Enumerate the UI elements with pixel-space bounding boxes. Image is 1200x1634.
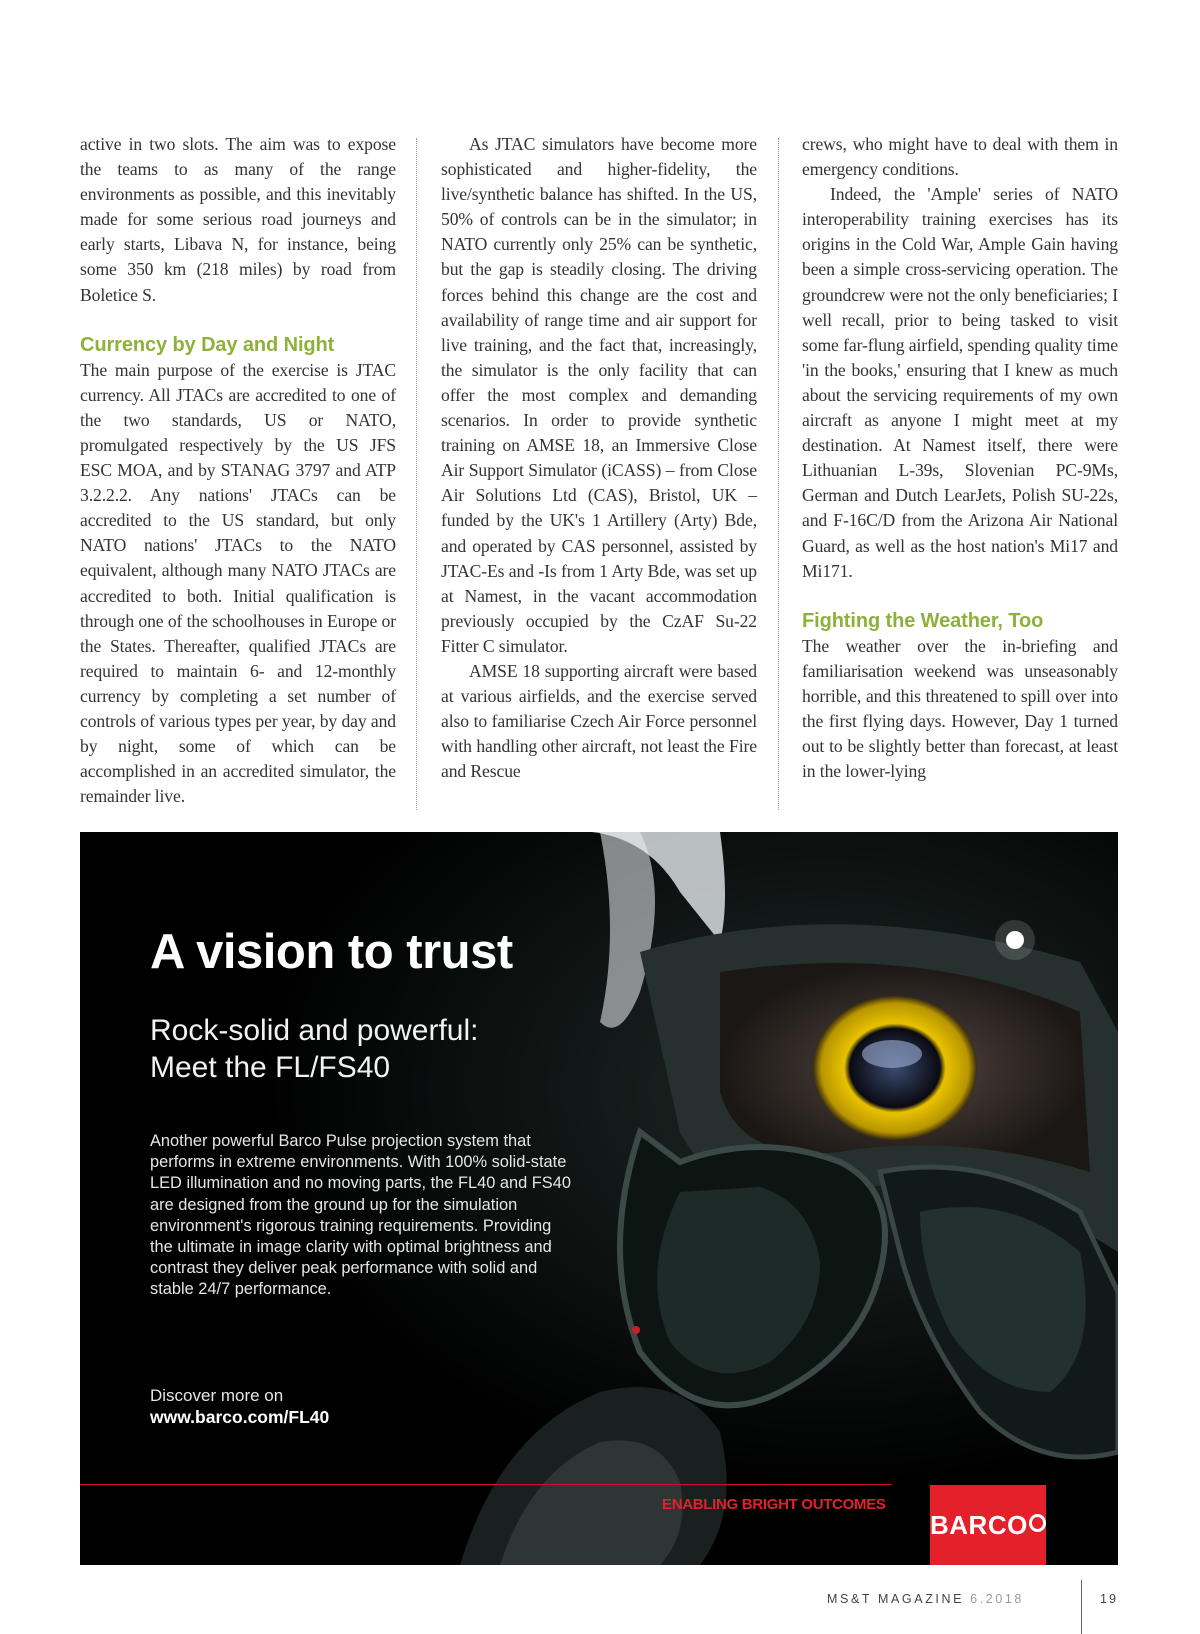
article-column-1 bbox=[80, 132, 396, 809]
paragraph: The main purpose of the exercise is JTAC currency. All JTACs are accredited to one of the two standards, US or NATO, promulgated respectively by the US JFS ESC MOA, and by STANAG 3797 and ATP 3.2.2.2. Any nations' JTACs can be accredited to the US standard, but only NATO nations' JTACs to the NATO equivalent, although many NATO JTACs are accredited to both. Initial qualification is through one of the schoolhouses in Europe or the States. Thereafter, qualified JTACs are required to maintain 6- and 12-monthly currency by completing a set number of controls of various types per year, by day and by night, some of which can be accomplished in an accredited simulator, the remainder live. bbox=[80, 359, 396, 807]
ad-divider-line bbox=[80, 1484, 892, 1485]
barco-logo bbox=[930, 1485, 1046, 1565]
footer-divider bbox=[1081, 1580, 1082, 1634]
ad-body-text: Another powerful Barco Pulse projection system that performs in extreme environments. With 100% solid-state LED illumination and no moving parts, the FL40 and FS40 are designed from the ground up for the simulation environment's rigorous training requirements. Providing the ultimate in image clarity with optimal brightness and contrast they deliver peak performance with solid and stable 24/7 performance. bbox=[150, 1132, 571, 1299]
issue-number: 6.2018 bbox=[970, 1592, 1024, 1606]
column-divider bbox=[778, 138, 779, 810]
magazine-name: MS&T MAGAZINE bbox=[827, 1592, 965, 1606]
paragraph: The weather over the in-briefing and familiarisation weekend was unseasonably horrible, and this threatened to spill over into the first flying days. However, Day 1 turned out to be slightly better than forecast, at least in the lower-lying bbox=[802, 635, 1118, 782]
ad-discover-text: Discover more on bbox=[150, 1386, 284, 1405]
paragraph: crews, who might have to deal with them in emergency conditions. bbox=[802, 134, 1118, 180]
paragraph: active in two slots. The aim was to expose the teams to as many of the range environments as possible, and this inevitably made for some serious road journeys and early starts, Libava N, for instance, being some 350 km (218 miles) by road from Boletice S. bbox=[80, 134, 396, 305]
ad-subheadline bbox=[150, 1012, 570, 1086]
ad-headline: A vision to trust bbox=[150, 925, 513, 979]
page-number: 19 bbox=[1100, 1592, 1118, 1606]
barco-logo-text: BARCO bbox=[930, 1509, 1028, 1540]
article-column-2 bbox=[441, 132, 757, 784]
ad-subheadline-line: Meet the FL/FS40 bbox=[150, 1051, 391, 1084]
page-footer bbox=[827, 1592, 1024, 1606]
ad-subheadline-line: Rock-solid and powerful: bbox=[150, 1014, 479, 1047]
paragraph: Indeed, the 'Ample' series of NATO interoperability training exercises has its origins in the Cold War, Ample Gain having been a simple cross-servicing operation. The groundcrew were not the only beneficiaries; I well recall, prior to being tasked to visit some far-flung airfield, spending quality time 'in the books,' ensuring that I knew as much about the servicing requirements of my own aircraft as anyone I might meet at my destination. At Namest itself, there were Lithuanian L-39s, Slovenian PC-9Ms, German and Dutch LearJets, Polish SU-22s, and F-16C/D from the Arizona Air National Guard, as well as the host nation's Mi17 and Mi171. bbox=[802, 184, 1118, 581]
ad-url-link[interactable]: www.barco.com/FL40 bbox=[150, 1407, 330, 1427]
barco-advertisement bbox=[80, 832, 1118, 1565]
subheading: Currency by Day and Night bbox=[80, 333, 335, 356]
article-column-3 bbox=[802, 132, 1118, 784]
barco-logo-mark-icon bbox=[1029, 1514, 1046, 1532]
subheading: Fighting the Weather, Too bbox=[802, 609, 1044, 632]
paragraph: As JTAC simulators have become more sophisticated and higher-fidelity, the live/synthetic balance has shifted. In the US, 50% of controls can be in the simulator; in NATO currently only 25% can be synthetic, but the gap is steadily closing. The driving forces behind this change are the cost and availability of range time and air support for live training, and the fact that, increasingly, the simulator is the only facility that can offer the most complex and demanding scenarios. In order to provide synthetic training on AMSE 18, an Immersive Close Air Support Simulator (iCASS) – from Close Air Solutions Ltd (CAS), Bristol, UK – funded by the UK's 1 Artillery (Arty) Bde, and operated by CAS personnel, assisted by JTAC-Es and -Is from 1 Arty Bde, was set up at Namest, in the vacant accommodation previously occupied by the CzAF Su-22 Fitter C simulator. bbox=[441, 134, 757, 656]
ad-tagline: ENABLING BRIGHT OUTCOMES bbox=[662, 1496, 886, 1513]
column-divider bbox=[416, 138, 417, 810]
paragraph: AMSE 18 supporting aircraft were based at various airfields, and the exercise served also to familiarise Czech Air Force personnel with handling other aircraft, not least the Fire and Rescue bbox=[441, 660, 757, 782]
